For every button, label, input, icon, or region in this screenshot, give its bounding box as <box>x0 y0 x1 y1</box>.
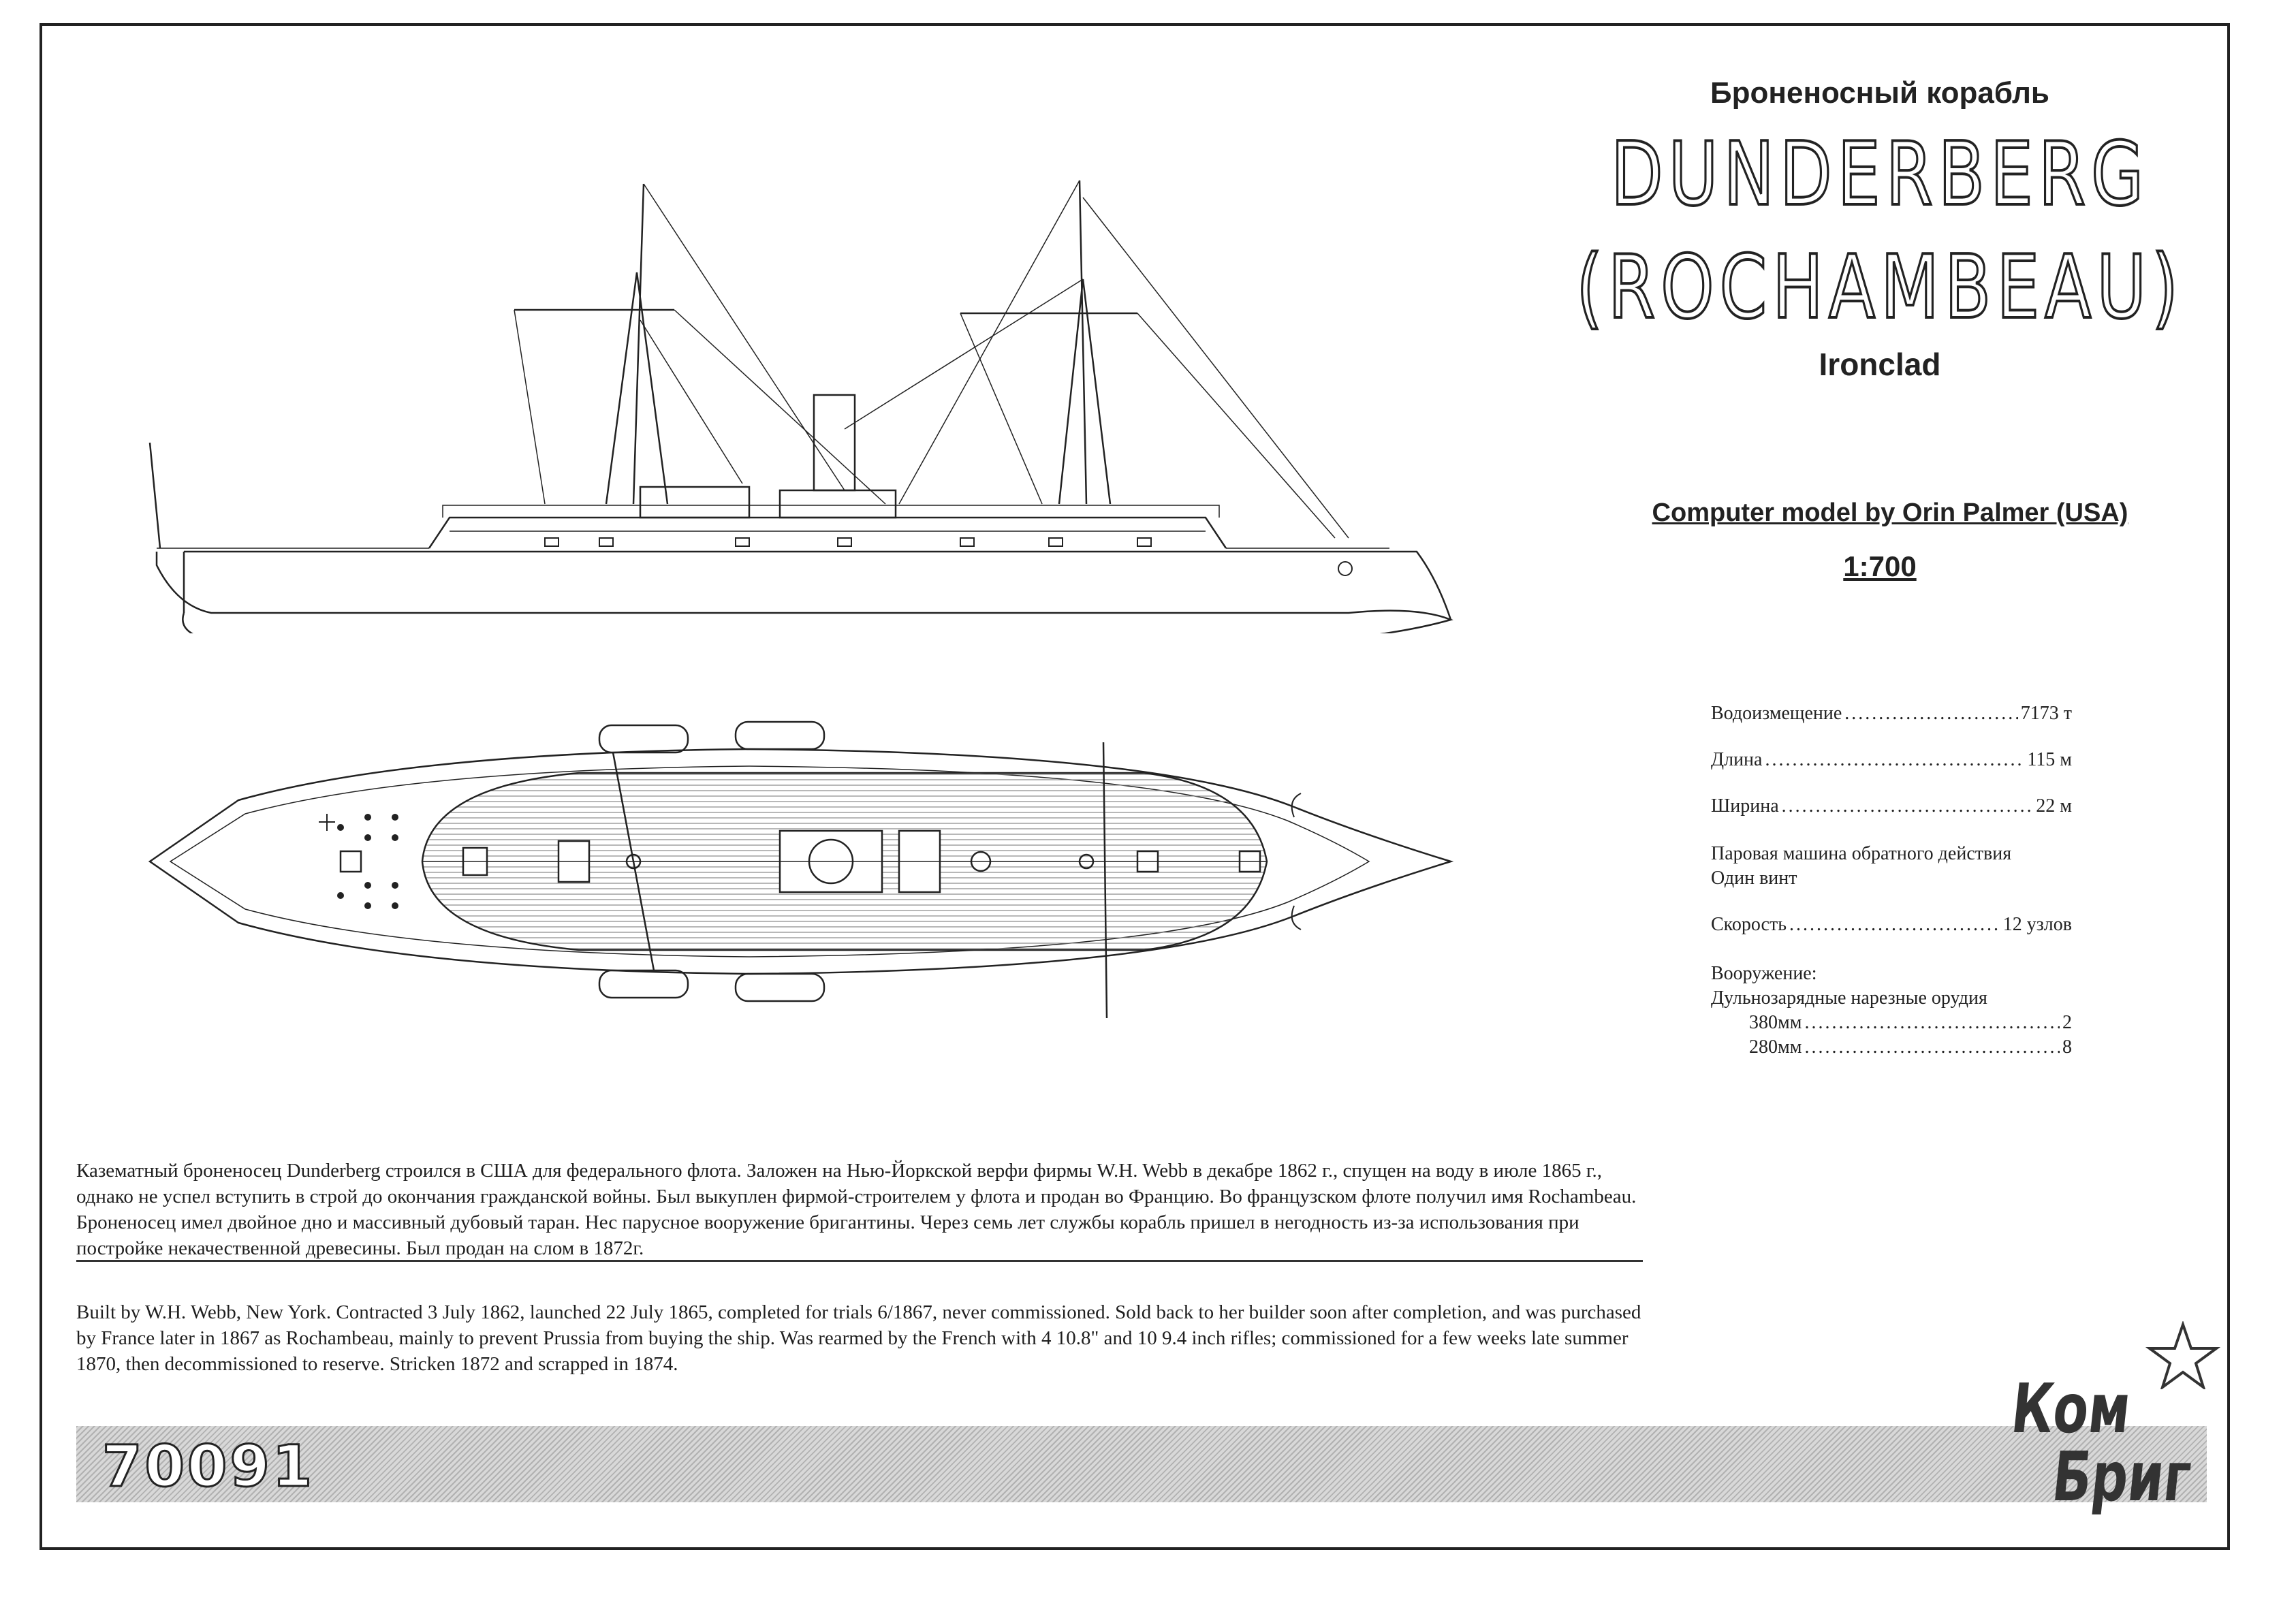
spec-speed <box>1711 914 2072 936</box>
spec-length <box>1711 749 2072 771</box>
model-credit: Computer model by Orin Palmer (USA) <box>1652 498 2128 527</box>
description-ru: Казематный броненосец Dunderberg строился в США для федерального флота. Заложен на Нью-Йоркской верфи фирмы W.H. Webb в декабре 1862 г., спущен на воду в июле 1865 г., однако не успел вступить в строй до окончания гражданской войны. Был выкуплен фирмой-строителем у флота и продан во Францию. Во французском флоте получил имя Rochambeau. Броненосец имел двойное дно и массивный дубовый таран. Нес парусное вооружение бригантины. Через семь лет службы корабль пришел в негодность из-за использования при постройке некачественной древесины. Был продан на слом в 1872г. <box>76 1160 1637 1259</box>
spec-gun2-value: 8 <box>2062 1036 2072 1058</box>
spec-beam <box>1711 795 2072 817</box>
spec-speed-value: 12 узлов <box>2002 914 2072 935</box>
divider-line <box>76 1260 1643 1262</box>
spec-gun2-label: 280мм <box>1749 1036 1802 1058</box>
spec-displacement-label: Водоизмещение <box>1711 703 1842 724</box>
spec-gun1-label: 380мм <box>1749 1012 1802 1033</box>
spec-gun2 <box>1749 1036 2072 1058</box>
leader-dots <box>1844 703 2017 725</box>
spec-length-value: 115 м <box>2027 749 2072 770</box>
spec-engine-line2: Один винт <box>1711 868 1797 889</box>
ship-name-line2: (ROCHAMBEAU) <box>1576 237 2184 338</box>
spec-armament-sub: Дульнозарядные нарезные орудия <box>1711 987 1987 1009</box>
spec-beam-label: Ширина <box>1711 795 1779 817</box>
logo-line1: Ком <box>2007 1369 2135 1448</box>
leader-dots <box>1789 914 2000 936</box>
spec-gun1-value: 2 <box>2062 1012 2072 1033</box>
description-en: Built by W.H. Webb, New York. Contracted 3 July 1862, launched 22 July 1865, completed for trials 6/1867, never commissioned. Sold back to her builder soon after completion, and was purchased by France later in 1867 as Rochambeau, mainly to prevent Prussia from buying the ship. Was rearmed by the French with 4 10.8" and 10 9.4 inch rifles; commissioned for a few weeks late summer 1870, then decommissioned to reserve. Stricken 1872 and scrapped in 1874. <box>76 1301 1641 1375</box>
spec-displacement-value: 7173 т <box>2020 703 2072 724</box>
star-logo-icon <box>2145 1321 2220 1389</box>
side-profile-drawing <box>136 170 1464 633</box>
catalog-number: 70091 <box>102 1433 315 1500</box>
spec-engine-line1: Паровая машина обратного действия <box>1711 843 2012 864</box>
spec-displacement <box>1711 703 2072 725</box>
plan-view-drawing <box>136 712 1464 1025</box>
spec-length-label: Длина <box>1711 749 1763 770</box>
subtitle-ru: Броненосный корабль <box>1710 76 2049 110</box>
leader-dots <box>1765 749 2024 771</box>
spec-beam-value: 22 м <box>2036 795 2072 817</box>
logo-line2: Бриг <box>2048 1437 2195 1517</box>
spec-gun1 <box>1749 1012 2072 1034</box>
ship-type-label: Ironclad <box>1819 347 1941 382</box>
footer-band <box>76 1426 2207 1502</box>
spec-speed-label: Скорость <box>1711 914 1787 935</box>
leader-dots <box>1782 795 2034 817</box>
spec-armament-title: Вооружение: <box>1711 963 1817 984</box>
leader-dots <box>1804 1036 2060 1058</box>
ship-name-line1: DUNDERBERG <box>1610 124 2150 225</box>
leader-dots <box>1804 1012 2060 1034</box>
scale-label: 1:700 <box>1843 550 1917 582</box>
